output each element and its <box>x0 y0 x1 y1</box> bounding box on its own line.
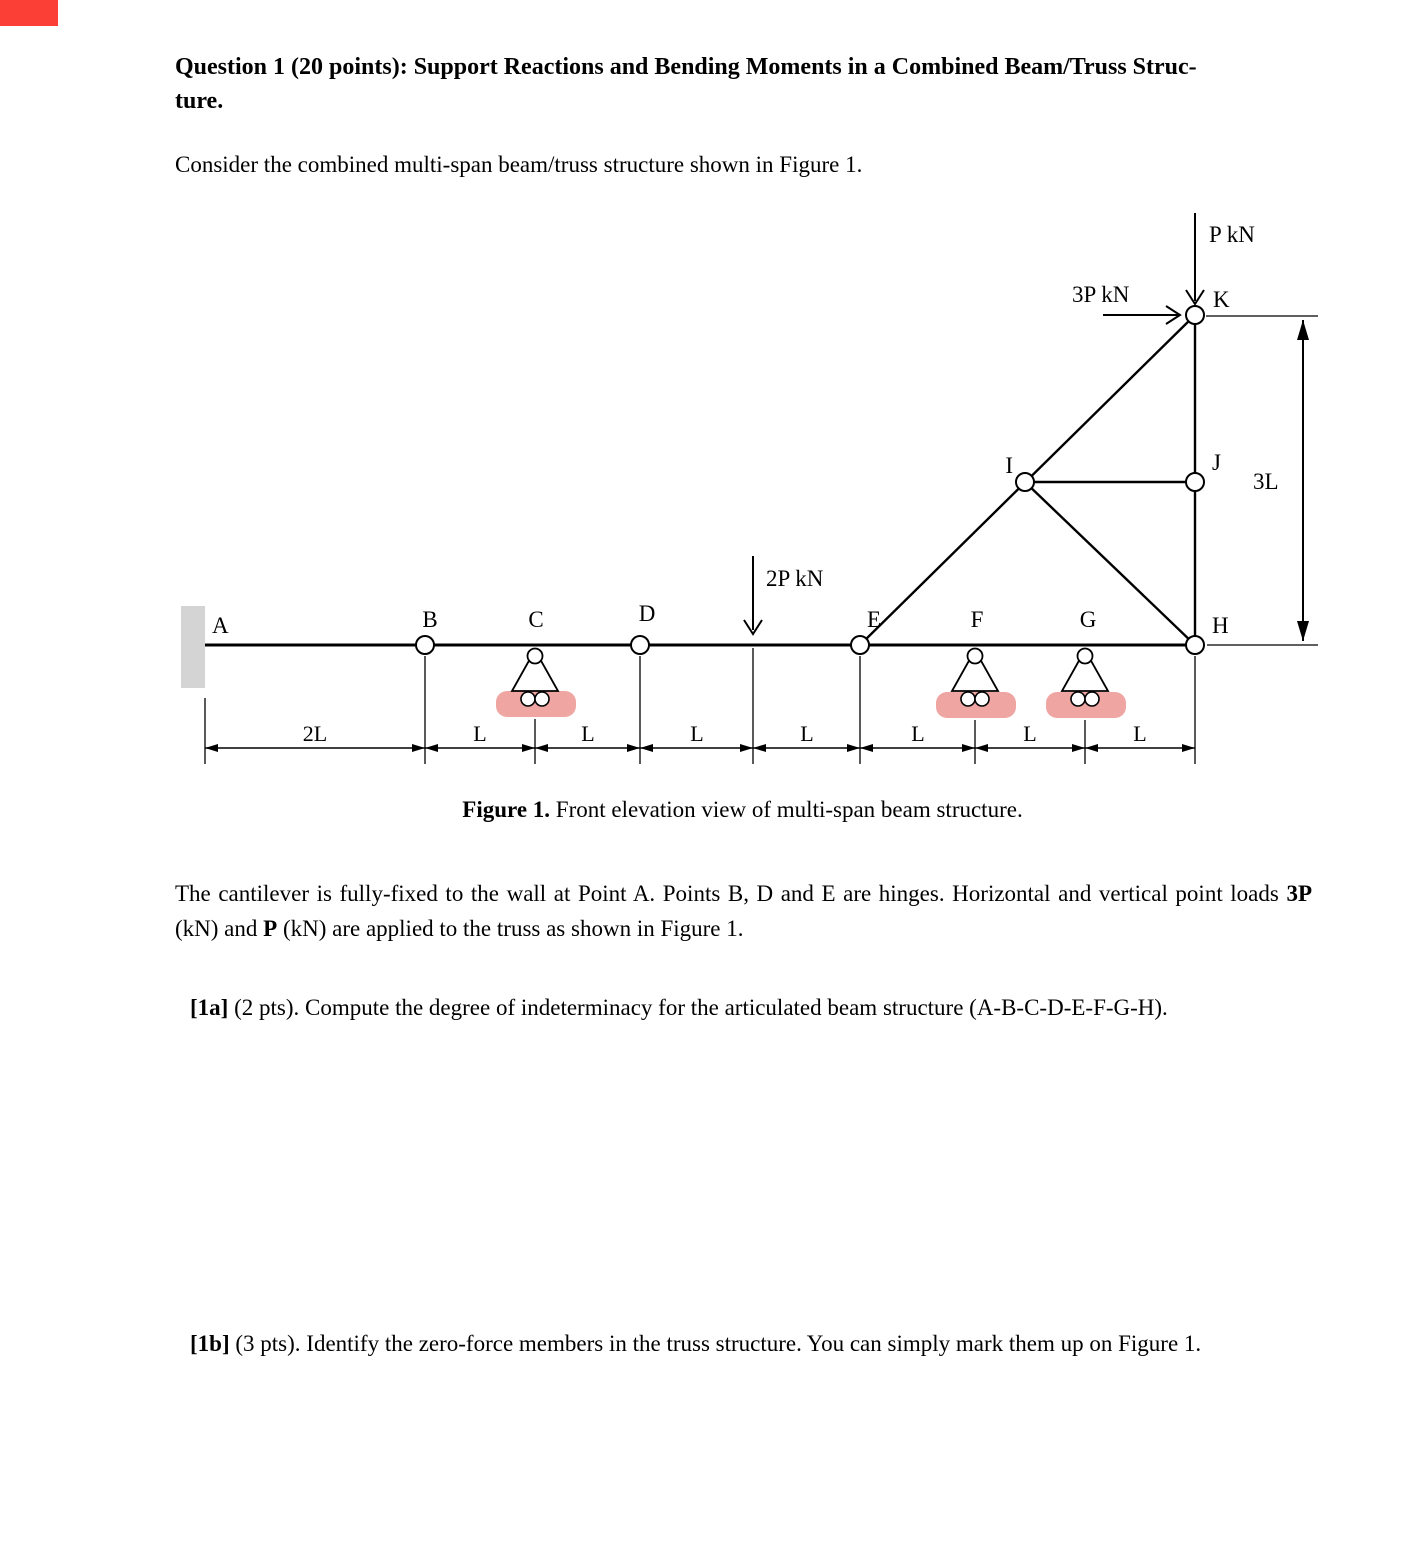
support-f-pin-circle <box>968 649 983 664</box>
support-c-pin-circle <box>528 649 543 664</box>
load-2p-label: 2P kN <box>766 566 824 591</box>
roller-supports <box>496 649 1126 719</box>
dim-label-l3: L <box>690 721 704 746</box>
body-bold-p: P <box>263 916 278 941</box>
joint-labels <box>212 287 1230 638</box>
dim-label-l2: L <box>581 721 595 746</box>
joint-label-a: A <box>212 613 229 638</box>
support-g-pin-circle <box>1078 649 1093 664</box>
load-3p <box>1072 282 1180 324</box>
figure-caption-label: Figure 1. <box>462 797 551 822</box>
dim-label-l5: L <box>911 721 925 746</box>
joint-label-d: D <box>638 601 656 626</box>
dim-label-l4: L <box>800 721 814 746</box>
support-f <box>936 649 1016 719</box>
load-3p-label: 3P kN <box>1072 282 1130 307</box>
joint-k <box>1186 306 1204 324</box>
joint-label-h: H <box>1212 613 1229 638</box>
support-c <box>496 649 576 718</box>
hinge-e <box>851 636 869 654</box>
question-1a-label: [1a] <box>190 995 229 1020</box>
joint-label-i: I <box>1005 453 1013 478</box>
body-part1: The cantilever is fully-fixed to the wall at Point A. Points B, D and E are hinges. Horizontal and vertical point loads <box>175 881 1287 906</box>
joint-label-b: B <box>422 607 438 632</box>
figure-caption <box>175 797 1310 823</box>
joint-label-f: F <box>970 607 984 632</box>
dim-label-l7: L <box>1133 721 1147 746</box>
joint-label-k: K <box>1213 287 1230 312</box>
question-title-line2: ture. <box>175 88 224 114</box>
dim-label-l6: L <box>1023 721 1037 746</box>
question-title-line1: Question 1 (20 points): Support Reactions and Bending Moments in a Combined Beam/Truss Struc- <box>175 54 1197 80</box>
joint-label-g: G <box>1079 607 1097 632</box>
question-1b <box>190 1326 1314 1361</box>
question-1b-text: (3 pts). Identify the zero-force members in the truss structure. You can simply mark them up on Figure 1. <box>229 1331 1202 1356</box>
question-1a-text: (2 pts). Compute the degree of indeterminacy for the articulated beam structure (A-B-C-D-E-F-G-H). <box>228 995 1168 1020</box>
figure-caption-text: Front elevation view of multi-span beam structure. <box>550 797 1023 822</box>
body-paragraph <box>175 876 1312 946</box>
support-g-roller-2 <box>1085 692 1099 706</box>
question-1b-label: [1b] <box>190 1331 230 1356</box>
support-g <box>1046 649 1126 719</box>
corner-red-marker <box>0 0 58 26</box>
joint-label-j: J <box>1212 450 1221 475</box>
question-1a <box>190 995 1360 1021</box>
dimension-labels <box>303 721 1147 746</box>
body-part3: (kN) are applied to the truss as shown in Figure 1. <box>277 916 744 941</box>
support-c-roller-2 <box>535 692 549 706</box>
fixed-wall <box>181 606 205 688</box>
intro-paragraph: Consider the combined multi-span beam/truss structure shown in Figure 1. <box>175 152 863 177</box>
joint-i <box>1016 473 1034 491</box>
joint-label-e: E <box>866 607 882 632</box>
support-g-roller-1 <box>1071 692 1085 706</box>
hinge-d <box>631 636 649 654</box>
load-p-label: P kN <box>1209 222 1255 247</box>
joint-h <box>1186 636 1204 654</box>
hinge-circles <box>416 306 1204 654</box>
question-title <box>175 50 1197 118</box>
body-part2: (kN) and <box>175 916 264 941</box>
load-2p <box>744 556 824 634</box>
dim-label-l1: L <box>473 721 487 746</box>
dim-label-2l: 2L <box>302 721 328 746</box>
joint-j <box>1186 473 1204 491</box>
joint-label-c: C <box>528 607 544 632</box>
figure-1-diagram <box>0 200 1410 792</box>
height-dim-label: 3L <box>1253 469 1279 494</box>
body-bold-3p: 3P <box>1286 881 1312 906</box>
support-f-roller-1 <box>961 692 975 706</box>
hinge-b <box>416 636 434 654</box>
member-I-H <box>1025 482 1195 645</box>
corner-red-rect <box>0 0 58 26</box>
support-f-roller-2 <box>975 692 989 706</box>
support-c-roller-1 <box>521 692 535 706</box>
height-dimension <box>1206 316 1318 645</box>
